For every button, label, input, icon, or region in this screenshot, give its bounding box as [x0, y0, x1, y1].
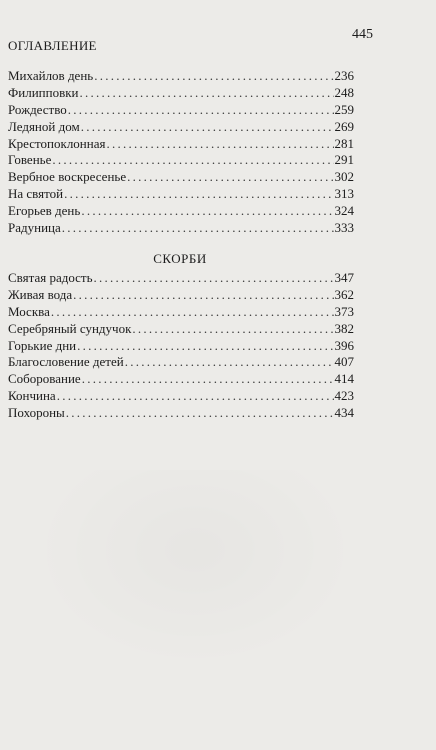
toc-list-part1: [8, 68, 354, 237]
toc-entry-page: 324: [334, 203, 354, 219]
dot-leader: [127, 169, 333, 186]
toc-entry-title: Михайлов день: [8, 68, 94, 83]
toc-entry: [8, 321, 354, 338]
toc-entry-page: 248: [334, 84, 354, 100]
running-title: ОГЛАВЛЕНИЕ: [8, 38, 97, 53]
dot-leader: [125, 354, 334, 371]
toc-entry-page: 373: [334, 303, 354, 319]
toc-entry: [8, 388, 354, 405]
dot-leader: [82, 371, 334, 388]
toc-entry-title: Соборование: [8, 371, 81, 387]
toc-entry: [8, 85, 354, 102]
toc-entry: [8, 186, 354, 203]
toc-entry-page: 236: [334, 68, 354, 83]
toc-entry-page: 362: [334, 286, 354, 302]
dot-leader: [66, 405, 334, 422]
paper-texture: [30, 470, 360, 670]
toc-entry: [8, 270, 354, 287]
dot-leader: [73, 287, 333, 304]
toc-entry: [8, 119, 354, 136]
toc-entry-title: Рождество: [8, 101, 67, 117]
toc-entry-title: Москва: [8, 303, 50, 319]
dot-leader: [94, 270, 334, 287]
dot-leader: [68, 102, 334, 119]
toc-entry: [8, 338, 354, 355]
toc-entry-page: 407: [334, 354, 354, 370]
dot-leader: [81, 203, 333, 220]
toc-entry-title: Крестопоклонная: [8, 135, 106, 151]
toc-list-part2: [8, 270, 354, 422]
dot-leader: [94, 68, 333, 85]
toc-entry-page: 302: [334, 169, 354, 185]
toc-entry-title: Егорьев день: [8, 203, 81, 219]
dot-leader: [52, 152, 333, 169]
dot-leader: [80, 85, 334, 102]
toc-entry-page: 423: [334, 388, 354, 404]
dot-leader: [77, 338, 333, 355]
toc-entry-title: Серебряный сундучок: [8, 320, 132, 336]
toc-entry: [8, 405, 354, 422]
dot-leader: [132, 321, 333, 338]
toc-entry-page: 269: [334, 118, 354, 134]
toc-entry: [8, 354, 354, 371]
toc-entry-page: 347: [334, 270, 354, 285]
toc-entry-title: Горькие дни: [8, 337, 77, 353]
toc-entry-page: 396: [334, 337, 354, 353]
dot-leader: [64, 186, 333, 203]
toc-entry-page: 313: [334, 186, 354, 202]
dot-leader: [106, 136, 333, 153]
toc-entry-title: Святая радость: [8, 270, 93, 285]
toc-entry: [8, 152, 354, 169]
section-heading: СКОРБИ: [153, 251, 207, 266]
toc-entry-page: 281: [334, 135, 354, 151]
toc-entry: [8, 169, 354, 186]
toc-entry: [8, 220, 354, 237]
toc-entry-title: Вербное воскресенье: [8, 169, 127, 185]
toc-entry: [8, 371, 354, 388]
dot-leader: [81, 119, 334, 136]
toc-entry-title: Живая вода: [8, 286, 73, 302]
toc-entry-title: Радуница: [8, 220, 61, 236]
toc-entry-title: Говенье: [8, 152, 52, 168]
toc-entry-title: Похороны: [8, 405, 65, 421]
toc-entry: [8, 203, 354, 220]
dot-leader: [57, 388, 334, 405]
toc-entry-title: Филипповки: [8, 84, 79, 100]
toc-entry-page: 434: [334, 405, 354, 421]
toc-entry-title: Ледяной дом: [8, 118, 80, 134]
toc-entry: [8, 102, 354, 119]
toc-entry: [8, 68, 354, 85]
toc-entry-title: Благословение детей: [8, 354, 124, 370]
toc-entry: [8, 304, 354, 321]
toc-entry-page: 414: [334, 371, 354, 387]
toc-entry-page: 382: [334, 320, 354, 336]
dot-leader: [62, 220, 334, 237]
dot-leader: [51, 304, 334, 321]
toc-entry-page: 259: [334, 101, 354, 117]
page-number: 445: [352, 27, 373, 42]
toc-entry-title: На святой: [8, 186, 64, 202]
toc-entry-page: 291: [334, 152, 354, 168]
toc-entry: [8, 136, 354, 153]
toc-entry-page: 333: [334, 220, 354, 236]
toc-entry: [8, 287, 354, 304]
toc-entry-title: Кончина: [8, 388, 56, 404]
